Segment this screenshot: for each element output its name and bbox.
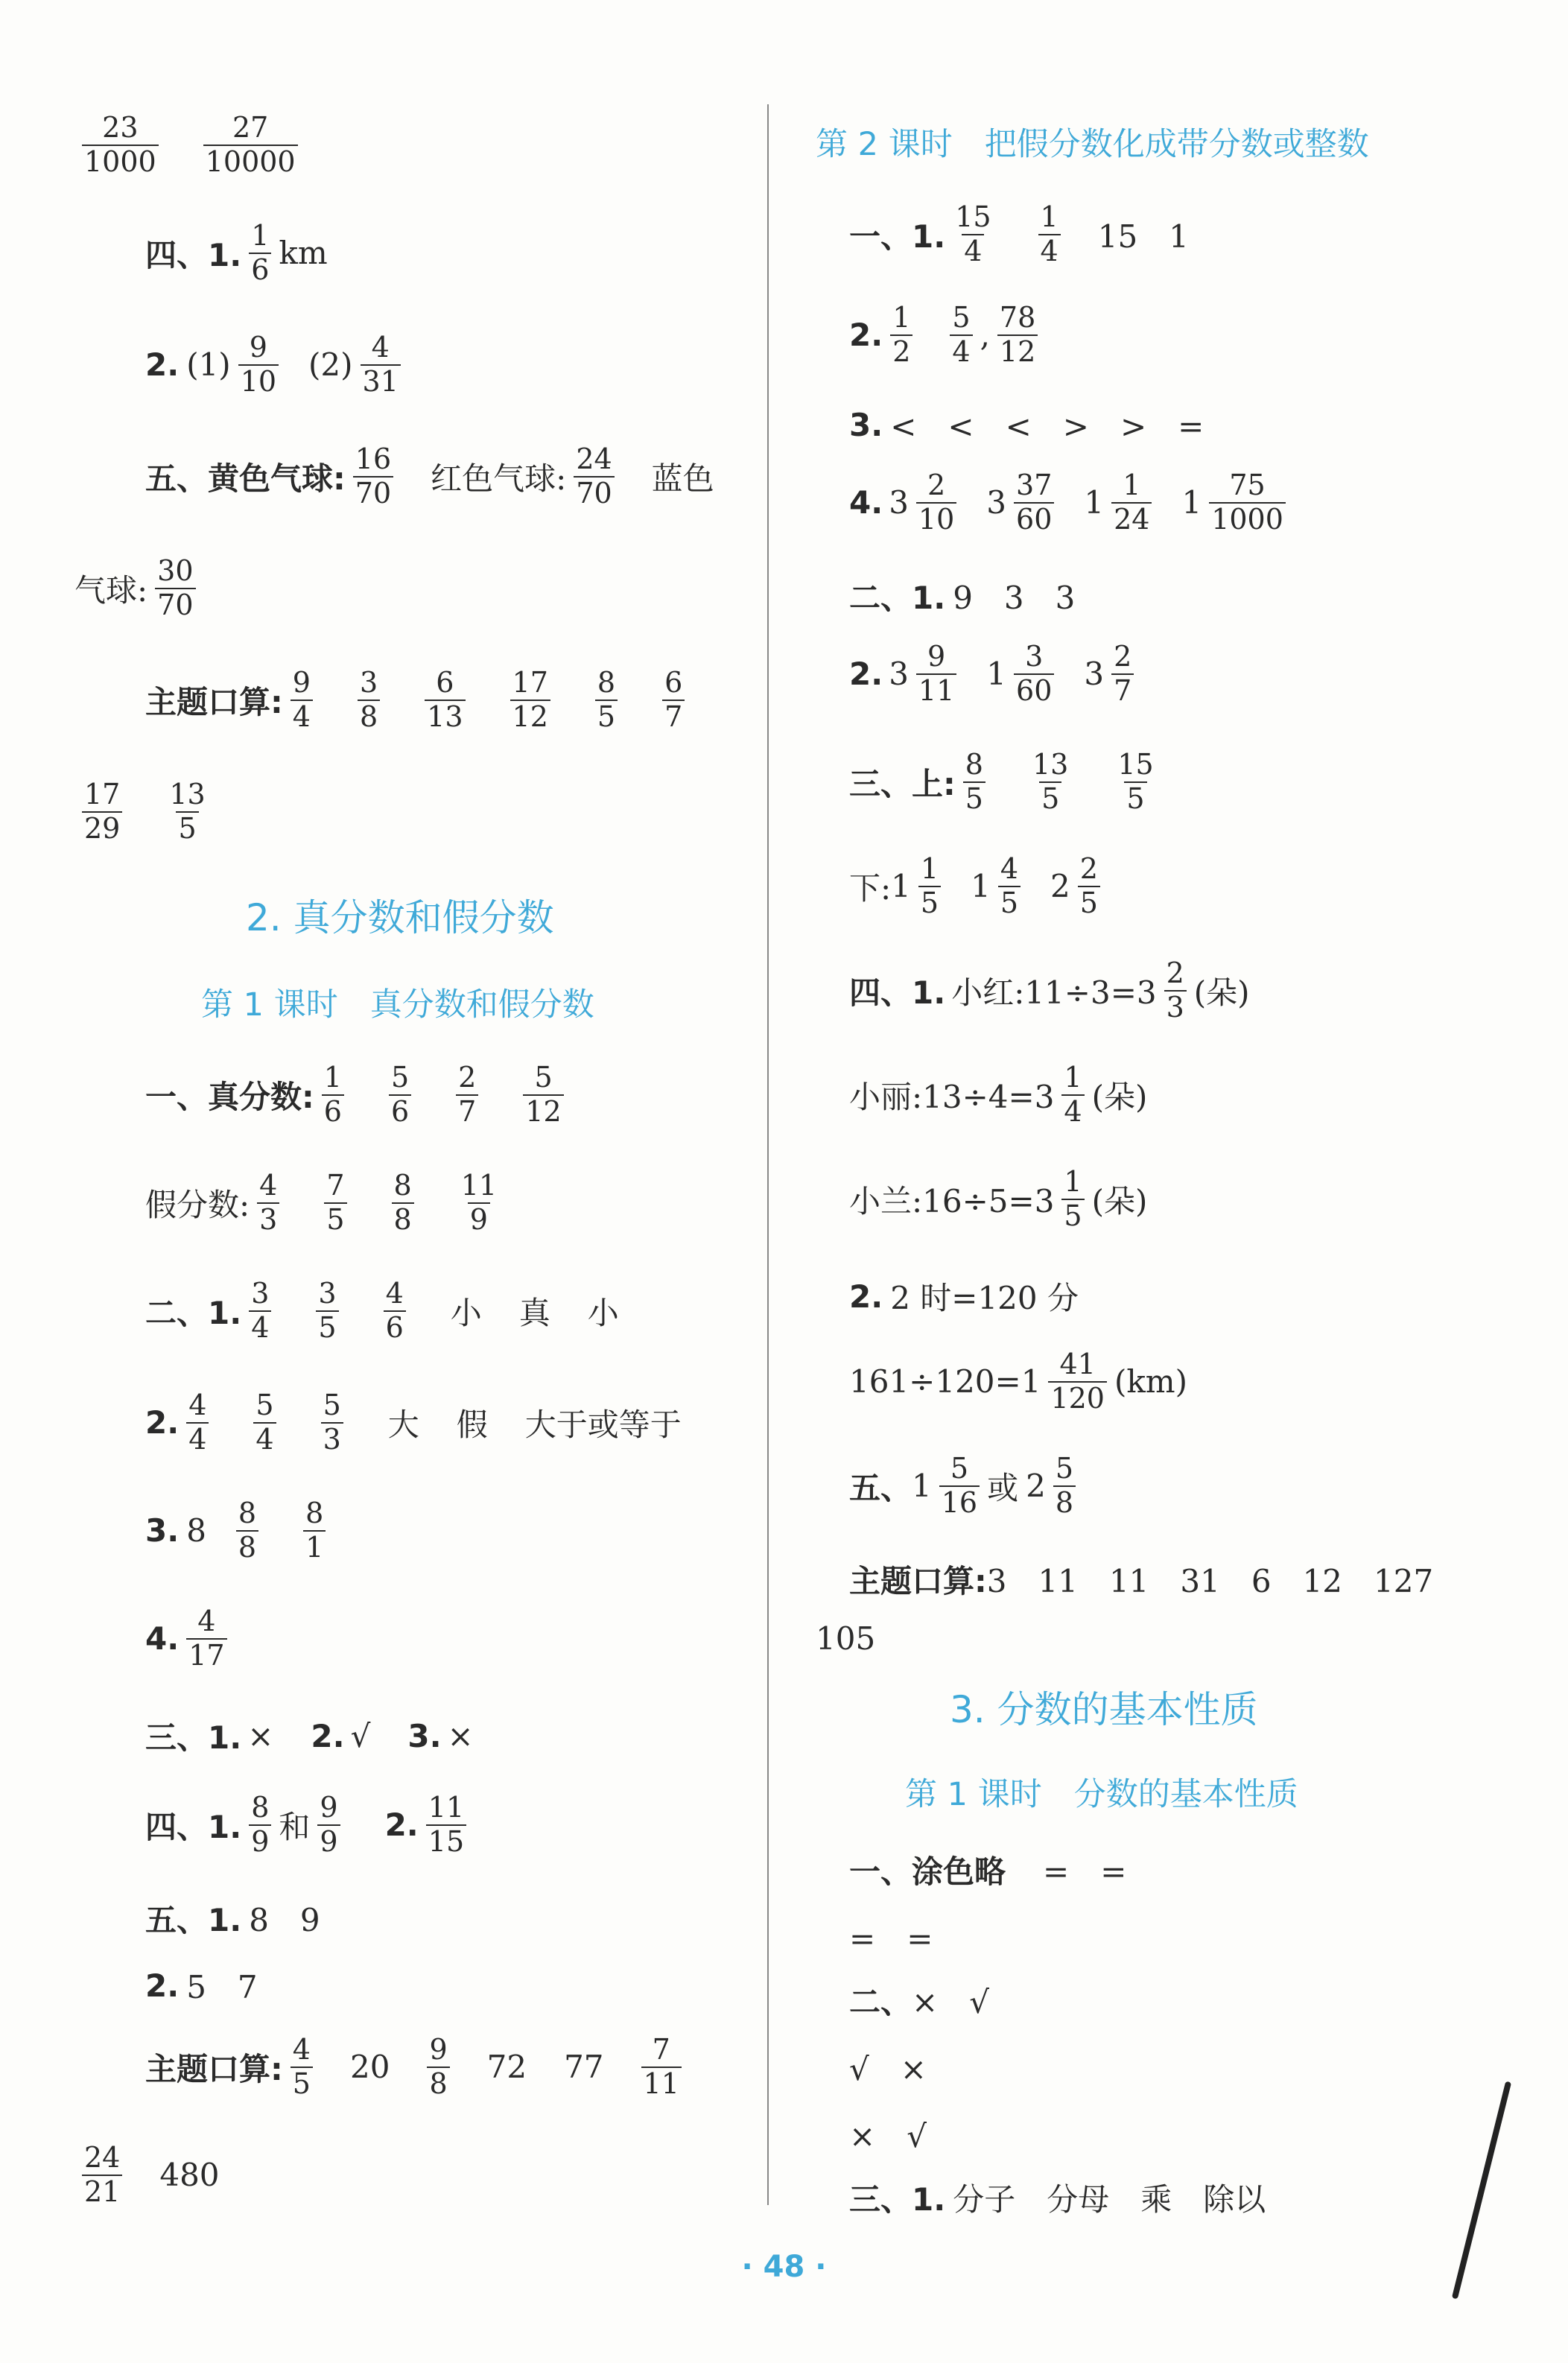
left-line-4: 五、黄色气球: $\frac{16}{70}$ 红色气球: $\frac{24}{70}$ 蓝色: [145, 443, 714, 510]
right-line-17: 一、涂色略 = =: [849, 1853, 1127, 1890]
right-line-18: = =: [849, 1920, 933, 1957]
right-line-1: 一、1. $\frac{15}{4}$ $\frac{1}{4}$ 15 1: [849, 200, 1189, 267]
right-line-9: 四、1. 小红:11÷3=3 $\frac{2}{3}$ (朵): [849, 957, 1250, 1024]
right-line-11: 小兰:16÷5=3 $\frac{1}{5}$ (朵): [849, 1165, 1148, 1232]
left-line-1: [74, 112, 305, 178]
right-line-22: 三、1. 分子 分母 乘 除以: [849, 2181, 1266, 2218]
left-line-11: 2. $\frac{4}{4}$ $\frac{5}{4}$ $\frac{5}{3}$ 大 假 大于或等于: [145, 1389, 682, 1456]
left-line-18: 主题口算: $\frac{4}{5}$ 20 $\frac{9}{8}$ 72 77 $\frac{7}{11}$: [145, 2034, 689, 2100]
column-divider: [767, 104, 769, 2205]
left-line-10: 二、1. $\frac{3}{4}$ $\frac{3}{5}$ $\frac{4}{6}$ 小 真 小: [145, 1277, 619, 1344]
section-heading: 2. 真分数和假分数: [246, 896, 554, 939]
left-line-12: 3. 8 $\frac{8}{8}$ $\frac{8}{1}$: [145, 1497, 333, 1564]
right-line-3: 3. < < < > > =: [849, 406, 1204, 445]
right-line-8: 下: 1 $\frac{1}{5}$ 1 $\frac{4}{5}$ 2 $\frac{2}{5}$: [849, 853, 1108, 919]
right-line-4: 4. 3 $\frac{2}{10}$ 3 $\frac{37}{60}$ 1 $\frac{1}{24}$ 1 $\frac{75}{1000}$: [849, 469, 1293, 536]
left-line-5: 气球: $\frac{30}{70}$: [74, 555, 203, 621]
fraction: $\frac{27}{10000}$: [203, 112, 298, 178]
right-line-20: √ ×: [849, 2051, 927, 2087]
left-line-19: $\frac{24}{21}$ 480: [74, 2142, 220, 2208]
left-line-15: 四、1. $\frac{8}{9}$ 和 $\frac{9}{9}$ 2. $\frac{11}{15}$: [145, 1792, 474, 1858]
right-line-13: 161÷120=1 $\frac{41}{120}$ (km): [849, 1348, 1188, 1415]
page-number: · 48 ·: [741, 2250, 827, 2284]
right-line-5: 二、1. 9 3 3: [849, 580, 1076, 616]
left-line-17: 2. 5 7: [145, 1967, 258, 2005]
right-line-14: 五、 1 $\frac{5}{16}$ 或 2 $\frac{5}{8}$: [849, 1453, 1083, 1519]
left-line-2: 四、1. $\frac{1}{6}$ km: [145, 219, 328, 286]
left-line-16: 五、1. 8 9: [145, 1902, 320, 1938]
right-line-7: 三、上: $\frac{8}{5}$ $\frac{13}{5}$ $\frac{15}{5}$: [849, 748, 1154, 815]
right-line-16: 105: [816, 1620, 876, 1657]
lesson-heading: 第 2 课时 把假分数化成带分数或整数: [816, 126, 1369, 163]
lesson-heading: 第 1 课时 真分数和假分数: [201, 986, 594, 1024]
right-line-12: 2. 2 时=120 分: [849, 1278, 1079, 1316]
left-line-7: $\frac{17}{29}$ $\frac{13}{5}$: [74, 778, 215, 845]
right-line-2: 2. $\frac{1}{2}$ $\frac{5}{4}$ , $\frac{78}{12}$: [849, 302, 1045, 368]
right-line-15: 主题口算: 3 11 11 31 6 12 127: [849, 1563, 1434, 1599]
lesson-heading: 第 1 课时 分数的基本性质: [905, 1776, 1298, 1813]
right-line-6: 2. 3 $\frac{9}{11}$ 1 $\frac{3}{60}$ 3 $\frac{2}{7}$: [849, 641, 1141, 707]
left-line-14: 三、1. × 2. √ 3. ×: [145, 1717, 474, 1756]
right-line-19: 二、 × √: [849, 1984, 989, 2020]
section-heading: 3. 分数的基本性质: [950, 1688, 1258, 1731]
left-line-8: 一、真分数: $\frac{1}{6}$ $\frac{5}{6}$ $\frac{2}{7}$ $\frac{5}{12}$: [145, 1062, 571, 1128]
right-line-10: 小丽:13÷4=3 $\frac{1}{4}$ (朵): [849, 1061, 1148, 1128]
left-line-13: 4. $\frac{4}{17}$: [145, 1605, 235, 1672]
left-line-9: 假分数: $\frac{4}{3}$ $\frac{7}{5}$ $\frac{8}{8}$ $\frac{11}{9}$: [145, 1169, 498, 1236]
right-line-21: × √: [849, 2118, 927, 2154]
fraction: $\frac{23}{1000}$: [82, 112, 159, 178]
left-line-6: 主题口算: $\frac{9}{4}$ $\frac{3}{8}$ $\frac{6}{13}$ $\frac{17}{12}$ $\frac{8}{5}$ $\frac{6}{7}$: [145, 667, 692, 733]
left-line-3: 2. (1) $\frac{9}{10}$ (2) $\frac{4}{31}$: [145, 332, 408, 398]
